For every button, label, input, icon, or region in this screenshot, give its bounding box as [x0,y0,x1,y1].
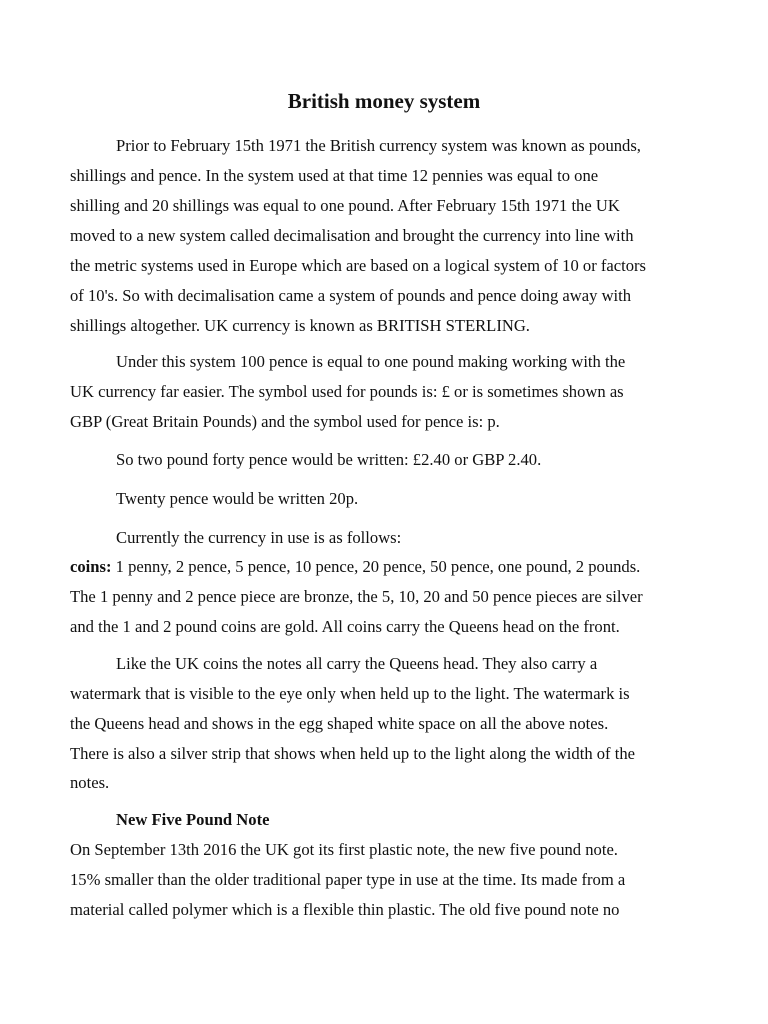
paragraph-line: of 10's. So with decimalisation came a system of pounds and pence doing away with [70,286,632,305]
paragraph-line: the Queens head and shows in the egg shaped white space on all the above notes. [70,714,609,733]
paragraph-line: shillings altogether. UK currency is known as BRITISH STERLING. [70,316,530,335]
paragraph-line: the metric systems used in Europe which are based on a logical system of 10 or factors [70,256,647,275]
paragraph-line: shillings and pence. In the system used at that time 12 pennies was equal to one [70,166,599,185]
coins-label: coins: [70,557,112,576]
paragraph-line: watermark that is visible to the eye only when held up to the light. The watermark is [70,684,630,703]
section-heading: New Five Pound Note [116,810,270,829]
paragraph-line: notes. [70,773,110,792]
paragraph-line: GBP (Great Britain Pounds) and the symbol used for pence is: p. [70,412,500,431]
paragraph-line: On September 13th 2016 the UK got its first plastic note, the new five pound note. [70,840,618,859]
paragraph-line: material called polymer which is a flexible thin plastic. The old five pound note no [70,900,620,919]
paragraph-line: There is also a silver strip that shows when held up to the light along the width of the [70,744,636,763]
paragraph-line: Under this system 100 pence is equal to one pound making working with the [116,352,626,371]
paragraph-line: So two pound forty pence would be written: £2.40 or GBP 2.40. [116,450,542,469]
paragraph-line: 15% smaller than the older traditional paper type in use at the time. Its made from a [70,870,626,889]
paragraph-line: Prior to February 15th 1971 the British currency system was known as pounds, [116,136,641,155]
paragraph-line: The 1 penny and 2 pence piece are bronze, the 5, 10, 20 and 50 pence pieces are silver [70,587,643,606]
coins-list: 1 penny, 2 pence, 5 pence, 10 pence, 20 pence, 50 pence, one pound, 2 pounds. [111,557,641,576]
paragraph-line: UK currency far easier. The symbol used for pounds is: £ or is sometimes shown as [70,382,624,401]
paragraph-line: moved to a new system called decimalisation and brought the currency into line with [70,226,634,245]
coins-line [70,557,640,577]
paragraph-line: and the 1 and 2 pound coins are gold. All coins carry the Queens head on the front. [70,617,620,636]
page-title: British money system [287,89,481,113]
paragraph-line: shilling and 20 shillings was equal to one pound. After February 15th 1971 the UK [70,196,620,215]
paragraph-line: Currently the currency in use is as follows: [116,528,402,547]
paragraph-line: Like the UK coins the notes all carry the Queens head. They also carry a [116,654,598,673]
paragraph-line: Twenty pence would be written 20p. [116,489,359,508]
